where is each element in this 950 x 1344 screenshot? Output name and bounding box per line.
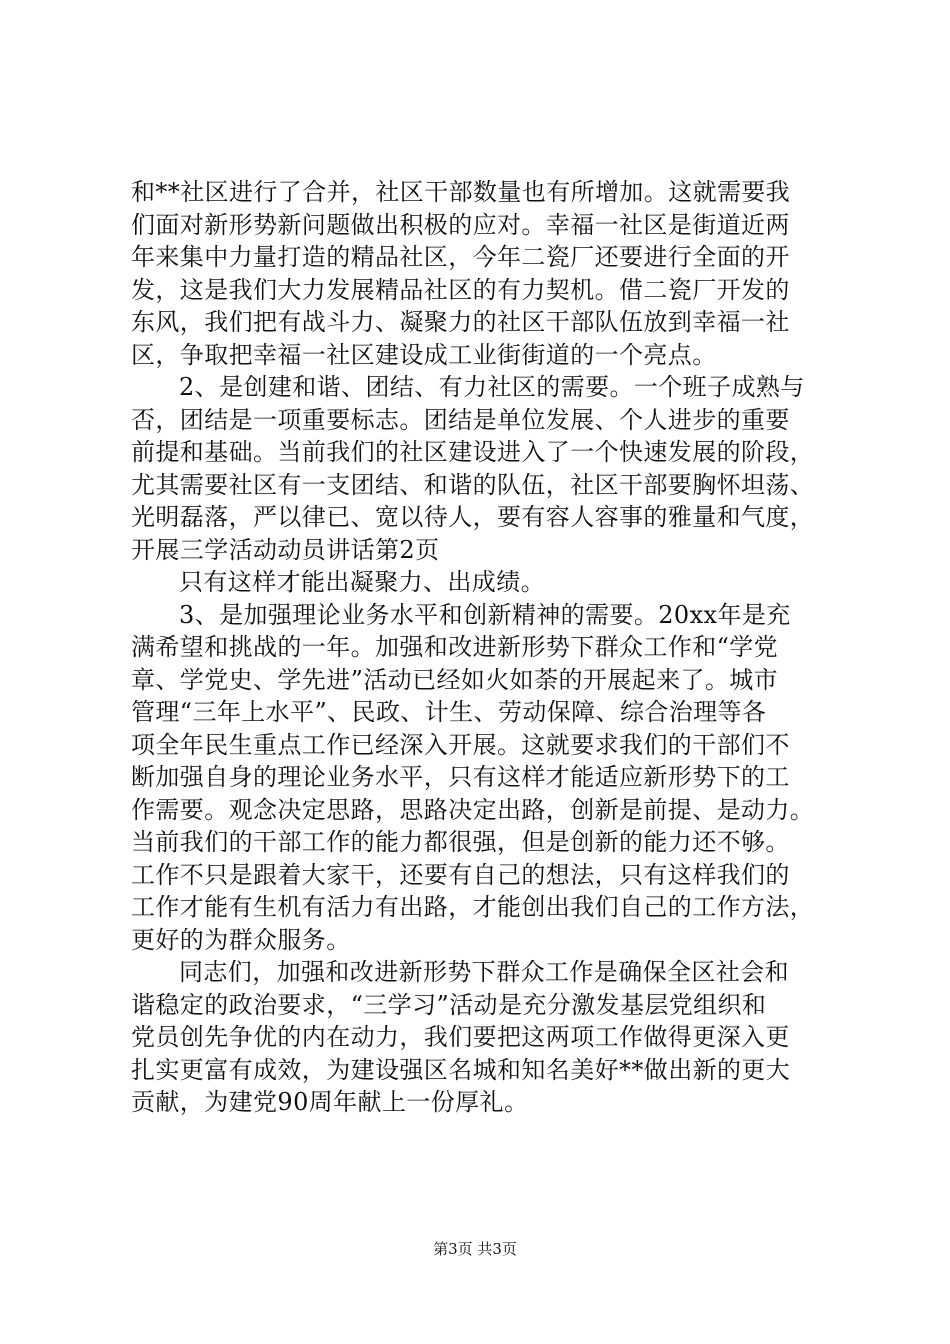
text-line: 贡献，为建党90周年献上一份厚礼。	[131, 1088, 529, 1116]
text-line: 年来集中力量打造的精品社区，今年二瓷厂还要进行全面的开	[131, 243, 790, 271]
text-line: 尤其需要社区有一支团结、和谐的队伍，社区干部要胸怀坦荡、	[131, 470, 815, 499]
page-footer: 第3页 共3页	[433, 1240, 517, 1258]
text-line: 章、学党史、学先进”活动已经如火如荼的开展起来了。城市	[131, 665, 779, 694]
text-line: 断加强自身的理论业务水平，只有这样才能适应新形势下的工	[131, 763, 790, 791]
text-line: 工作才能有生机有活力有出路，才能创出我们自己的工作方法，	[131, 893, 815, 921]
text-line: 否，团结是一项重要标志。团结是单位发展、个人进步的重要	[131, 405, 790, 434]
text-line: 开展三学活动动员讲话第2页	[131, 535, 440, 564]
text-line: 发，这是我们大力发展精品社区的有力契机。借二瓷厂开发的	[131, 275, 790, 304]
text-line: 更好的为群众服务。	[131, 925, 351, 954]
text-line: 区，争取把幸福一社区建设成工业街街道的一个亮点。	[131, 340, 717, 369]
text-line: 管理“三年上水平”、民政、计生、劳动保障、综合治理等各	[131, 698, 767, 726]
text-line: 光明磊落，严以律已、宽以待人，要有容人容事的雅量和气度，	[131, 503, 815, 531]
text-line: 和**社区进行了合并，社区干部数量也有所增加。这就需要我	[131, 178, 791, 206]
text-line: 扎实更富有成效，为建设强区名城和知名美好**做出新的更大	[131, 1055, 791, 1084]
text-line: 3、是加强理论业务水平和创新精神的需要。20xx年是充	[179, 600, 791, 629]
document-body	[131, 176, 831, 1119]
text-line: 们面对新形势新问题做出积极的应对。幸福一社区是街道近两	[131, 210, 790, 239]
text-line: 东风，我们把有战斗力、凝聚力的社区干部队伍放到幸福一社	[131, 308, 790, 336]
text-line: 2、是创建和谐、团结、有力社区的需要。一个班子成熟与	[179, 373, 805, 401]
text-line: 工作不只是跟着大家干，还要有自己的想法，只有这样我们的	[131, 860, 790, 889]
text-line: 谐稳定的政治要求，“三学习”活动是充分激发基层党组织和	[131, 990, 767, 1019]
text-line: 党员创先争优的内在动力，我们要把这两项工作做得更深入更	[131, 1023, 790, 1051]
text-line: 前提和基础。当前我们的社区建设进入了一个快速发展的阶段，	[131, 438, 815, 466]
text-line: 同志们，加强和改进新形势下群众工作是确保全区社会和	[179, 958, 789, 986]
text-line: 满希望和挑战的一年。加强和改进新形势下群众工作和“学党	[131, 633, 779, 661]
text-line: 只有这样才能出凝聚力、出成绩。	[179, 568, 545, 596]
text-line: 项全年民生重点工作已经深入开展。这就要求我们的干部们不	[131, 730, 790, 759]
text-line: 作需要。观念决定思路，思路决定出路，创新是前提、是动力。	[131, 795, 815, 824]
text-line: 当前我们的干部工作的能力都很强，但是创新的能力还不够。	[131, 828, 790, 856]
